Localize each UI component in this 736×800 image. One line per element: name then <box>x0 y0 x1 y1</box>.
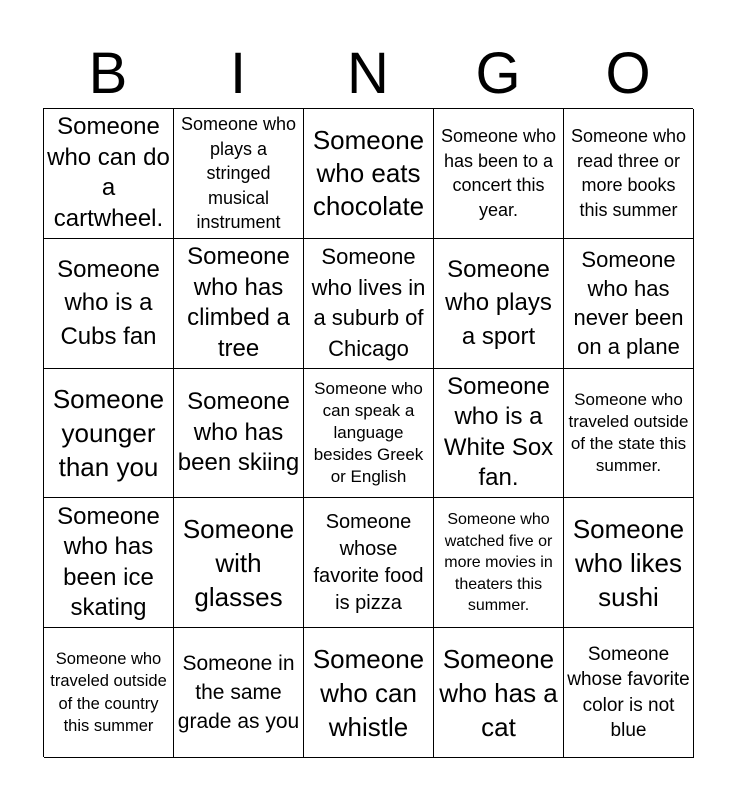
bingo-cell[interactable] <box>44 239 174 369</box>
cell-text: Someone who is a Cubs fan <box>57 255 160 350</box>
bingo-cell[interactable] <box>44 498 174 628</box>
bingo-cell[interactable] <box>434 369 564 499</box>
cell-text: Someone with glasses <box>182 513 295 612</box>
header-letter-n: N <box>347 41 389 106</box>
cell-text: Someone who traveled outside of the state this summer. <box>568 389 689 475</box>
bingo-board <box>43 108 693 757</box>
cell-text: Someone who plays a sport <box>445 255 552 350</box>
bingo-cell[interactable] <box>44 369 174 499</box>
bingo-header <box>43 40 693 108</box>
bingo-cell[interactable] <box>564 239 694 369</box>
bingo-cell[interactable] <box>174 498 304 628</box>
cell-text: Someone who has been to a concert this year. <box>440 126 557 220</box>
cell-text: Someone who traveled outside of the country this summer <box>50 649 167 736</box>
cell-text: Someone who watched five or more movies in theaters this summer. <box>444 511 553 615</box>
cell-text: Someone who can do a cartwheel. <box>47 113 170 232</box>
bingo-cell[interactable] <box>564 369 694 499</box>
cell-text: Someone who has been skiing <box>177 388 300 477</box>
cell-text: Someone who can speak a language besides Greek or English <box>313 378 424 486</box>
header-letter-i: I <box>229 41 247 106</box>
bingo-cell[interactable] <box>434 628 564 758</box>
cell-text: Someone who has a cat <box>439 643 558 742</box>
bingo-cell[interactable] <box>434 498 564 628</box>
bingo-cell[interactable] <box>174 628 304 758</box>
cell-text: Someone who read three or more books this summer <box>570 126 687 220</box>
cell-text: Someone who has climbed a tree <box>187 243 290 362</box>
cell-text: Someone who lives in a suburb of Chicago <box>311 244 426 361</box>
bingo-cell[interactable] <box>564 498 694 628</box>
cell-text: Someone who can whistle <box>312 643 425 742</box>
bingo-cell[interactable] <box>44 109 174 239</box>
bingo-cell[interactable] <box>44 628 174 758</box>
bingo-cell[interactable] <box>434 239 564 369</box>
bingo-cell[interactable] <box>174 239 304 369</box>
bingo-cell[interactable] <box>304 369 434 499</box>
cell-text: Someone who has been ice skating <box>57 502 160 622</box>
cell-text: Someone who has never been on a plane <box>573 247 684 360</box>
cell-text: Someone whose favorite color is not blue <box>567 643 690 742</box>
bingo-cell[interactable] <box>564 109 694 239</box>
header-letter-g: G <box>475 41 521 106</box>
bingo-cell[interactable] <box>434 109 564 239</box>
cell-text: Someone who is a White Sox fan. <box>443 372 554 492</box>
bingo-cell[interactable] <box>304 498 434 628</box>
bingo-cell[interactable] <box>174 109 304 239</box>
cell-text: Someone who plays a stringed musical instrument <box>180 114 297 233</box>
header-letter-o: O <box>605 41 651 106</box>
cell-text: Someone in the same grade as you <box>177 652 300 734</box>
bingo-cell[interactable] <box>174 369 304 499</box>
cell-text: Someone who likes sushi <box>572 513 685 612</box>
bingo-cell[interactable] <box>304 109 434 239</box>
cell-text: Someone younger than you <box>52 383 165 482</box>
bingo-cell[interactable] <box>304 628 434 758</box>
bingo-cell[interactable] <box>564 628 694 758</box>
cell-text: Someone whose favorite food is pizza <box>313 510 424 614</box>
bingo-cell[interactable] <box>304 239 434 369</box>
cell-text: Someone who eats chocolate <box>312 124 425 221</box>
header-letter-b: B <box>88 41 128 106</box>
